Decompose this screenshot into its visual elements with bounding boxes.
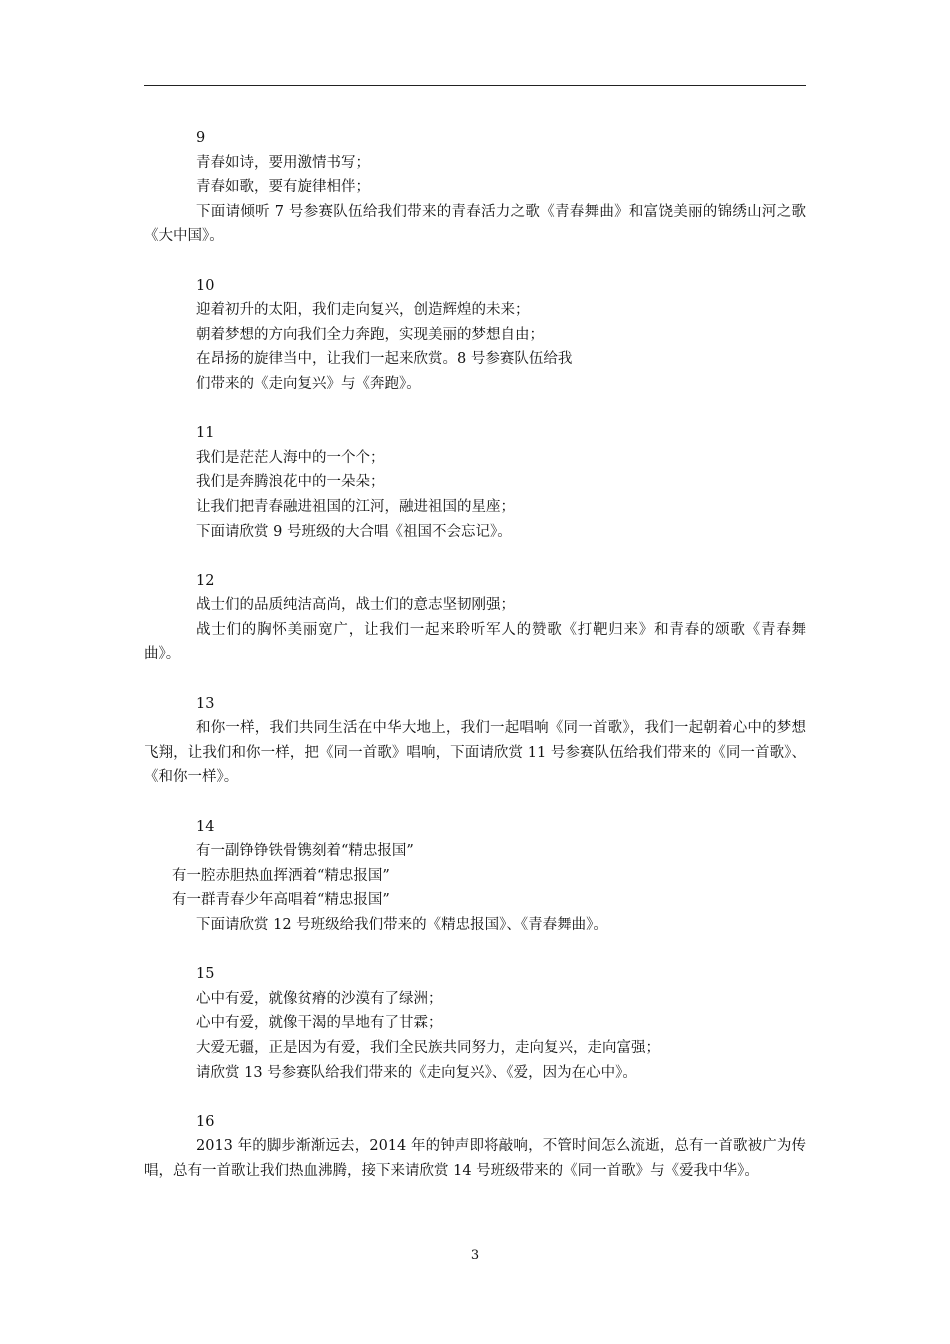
section-10 bbox=[144, 274, 806, 397]
paragraph: 们带来的《走向复兴》与《奔跑》。 bbox=[196, 375, 421, 392]
section-9 bbox=[144, 126, 806, 249]
section-number: 11 bbox=[196, 425, 215, 442]
section-12 bbox=[144, 569, 806, 667]
section-number: 16 bbox=[196, 1113, 215, 1130]
paragraph: 让我们把青春融进祖国的江河，融进祖国的星座； bbox=[196, 498, 515, 515]
paragraph: 下面请欣赏 9 号班级的大合唱《祖国不会忘记》。 bbox=[196, 523, 512, 540]
section-14 bbox=[144, 815, 806, 938]
header-rule bbox=[144, 85, 806, 86]
paragraph: 大爱无疆，正是因为有爱，我们全民族共同努力，走向复兴，走向富强； bbox=[196, 1039, 660, 1056]
section-15 bbox=[144, 962, 806, 1085]
section-number: 14 bbox=[196, 818, 215, 835]
paragraph: 我们是奔腾浪花中的一朵朵； bbox=[196, 474, 385, 491]
paragraph: 朝着梦想的方向我们全力奔跑，实现美丽的梦想自由； bbox=[196, 326, 544, 343]
section-number: 9 bbox=[196, 130, 206, 146]
section-11 bbox=[144, 421, 806, 544]
section-number: 12 bbox=[196, 572, 215, 589]
section-13 bbox=[144, 692, 806, 790]
section-number: 10 bbox=[196, 277, 215, 294]
paragraph: 心中有爱，就像贫瘠的沙漠有了绿洲； bbox=[196, 990, 443, 1007]
paragraph: 我们是茫茫人海中的一个个； bbox=[196, 449, 385, 466]
paragraph: 战士们的品质纯洁高尚，战士们的意志坚韧刚强； bbox=[196, 597, 515, 614]
paragraph: 请欣赏 13 号参赛队给我们带来的《走向复兴》、《爱，因为在心中》。 bbox=[196, 1064, 637, 1081]
paragraph: 2013 年的脚步渐渐远去，2014 年的钟声即将敲响，不管时间怎么流逝，总有一首歌被广为传唱，总有一首歌让我们热血沸腾，接下来请欣赏 14 号班级带来的《同一首歌》与《爱我中华》。 bbox=[144, 1138, 806, 1179]
paragraph: 有一腔赤胆热血挥洒着“精忠报国” bbox=[172, 867, 390, 884]
paragraph: 战士们的胸怀美丽宽广，让我们一起来聆听军人的赞歌《打靶归来》和青春的颂歌《青春舞曲》。 bbox=[144, 621, 806, 663]
section-number: 13 bbox=[196, 695, 215, 712]
section-16 bbox=[144, 1110, 806, 1184]
section-number: 15 bbox=[196, 966, 215, 983]
paragraph: 心中有爱，就像干渴的旱地有了甘霖； bbox=[196, 1015, 443, 1032]
paragraph: 在昂扬的旋律当中，让我们一起来欣赏。8 号参赛队伍给我 bbox=[196, 351, 573, 368]
paragraph: 下面请倾听 7 号参赛队伍给我们带来的青春活力之歌《青春舞曲》和富饶美丽的锦绣山河之歌《大中国》。 bbox=[144, 203, 806, 245]
paragraph: 下面请欣赏 12 号班级给我们带来的《精忠报国》、《青春舞曲》。 bbox=[196, 917, 608, 933]
paragraph: 青春如诗，要用激情书写； bbox=[196, 154, 370, 171]
paragraph: 迎着初升的太阳，我们走向复兴，创造辉煌的未来； bbox=[196, 302, 530, 319]
paragraph: 有一副铮铮铁骨镌刻着“精忠报国” bbox=[196, 843, 414, 860]
document-body bbox=[144, 126, 806, 1208]
paragraph: 有一群青春少年高唱着“精忠报国” bbox=[172, 892, 390, 909]
paragraph: 青春如歌，要有旋律相伴； bbox=[196, 179, 370, 196]
paragraph: 和你一样，我们共同生活在中华大地上，我们一起唱响《同一首歌》，我们一起朝着心中的梦想飞翔，让我们和你一样，把《同一首歌》唱响，下面请欣赏 11 号参赛队伍给我们带来的《同一首歌》、《和你一样》。 bbox=[144, 720, 806, 786]
page-number: 3 bbox=[470, 1248, 480, 1263]
